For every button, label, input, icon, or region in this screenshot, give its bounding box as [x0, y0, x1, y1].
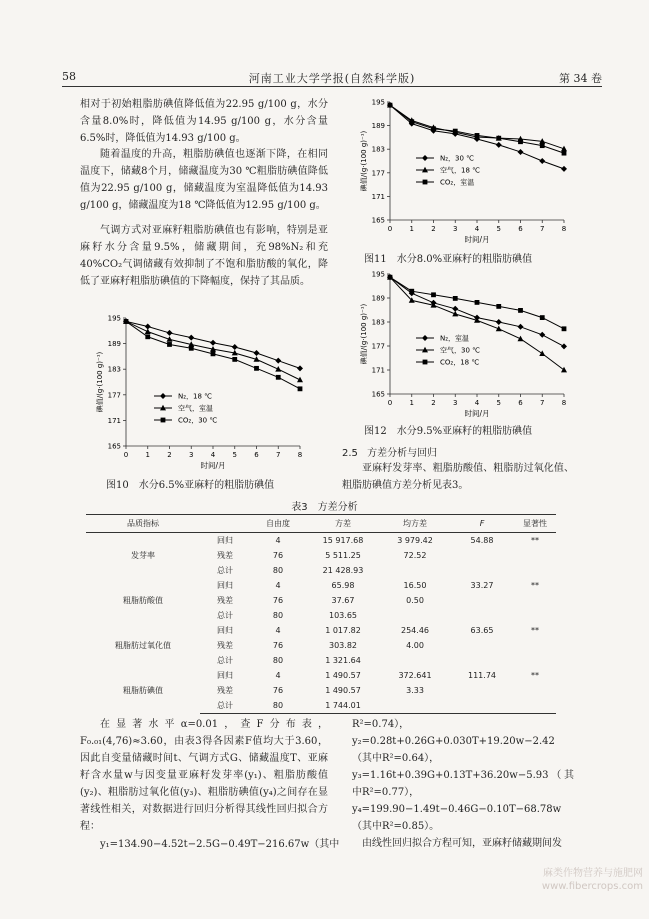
x-tick-label: 5 [496, 225, 501, 233]
table-header-cell: 自由度 [250, 515, 306, 533]
x-tick-label: 6 [518, 399, 523, 407]
square-marker [423, 360, 428, 365]
table-cell [514, 563, 556, 578]
equation-y2: y₂=0.28t+0.26G+0.030T+19.20w−2.42（其中R²=0.64）， [352, 736, 555, 764]
square-marker [232, 357, 237, 362]
table-cell: 1 321.64 [325, 656, 361, 665]
square-marker [211, 351, 216, 356]
table-cell: 103.65 [329, 611, 357, 620]
table-cell [450, 593, 514, 608]
table-cell: 总计 [217, 611, 233, 620]
table-cell [450, 683, 514, 698]
x-tick-label: 4 [474, 225, 480, 233]
legend-label: 空气，室温 [178, 404, 213, 413]
table-header-cell: 方差 [306, 515, 380, 533]
square-marker [388, 275, 393, 280]
table-row [86, 668, 556, 683]
table-cell: 残差 [217, 596, 233, 605]
triangle-marker [518, 336, 524, 342]
table-cell: 残差 [217, 551, 233, 560]
legend-label: CO₂，室温 [440, 178, 475, 187]
x-tick-label: 8 [561, 399, 567, 407]
table-cell: 63.65 [470, 626, 494, 635]
table-cell [514, 593, 556, 608]
section-title: 方差分析与回归 [367, 448, 438, 459]
diamond-marker [422, 155, 428, 161]
running-header [62, 68, 602, 87]
table-cell: 254.46 [401, 626, 429, 635]
table-cell: 80 [272, 566, 284, 575]
x-tick-label: 3 [189, 451, 194, 459]
y-tick-label: 195 [371, 98, 385, 107]
y-tick-label: 171 [371, 192, 385, 201]
table-cell [450, 653, 514, 668]
table-header-cell: F [450, 515, 514, 533]
table-cell [450, 548, 514, 563]
x-tick-label: 4 [210, 451, 216, 459]
y-tick-label: 171 [107, 416, 121, 425]
table-cell: 回归 [217, 671, 233, 680]
legend-label: N₂，30 ℃ [440, 154, 475, 163]
legend-label: N₂，18 ℃ [178, 392, 213, 401]
square-marker [540, 315, 545, 320]
y-tick-label: 165 [371, 216, 385, 225]
y-tick-label: 177 [371, 169, 385, 178]
y-tick-label: 183 [107, 365, 121, 374]
x-tick-label: 1 [145, 451, 150, 459]
x-axis-label: 时间/月 [200, 461, 226, 470]
table-cell: 80 [250, 698, 306, 714]
table-cell: 76 [272, 686, 284, 695]
y-tick-label: 183 [371, 318, 385, 327]
y-axis-label: 碘值/(g·(100 g)⁻¹) [360, 303, 368, 365]
x-tick-label: 0 [387, 399, 393, 407]
watermark [542, 867, 643, 893]
section-number: 2.5 [342, 448, 358, 459]
table-group-label: 粗脂肪过氧化值 [115, 641, 171, 650]
diamond-marker [561, 166, 567, 172]
y-tick-label: 195 [107, 314, 121, 323]
square-marker [409, 119, 414, 124]
figure-10-chart [92, 312, 312, 476]
equation-y1: y₁=134.90−4.52t−2.5G−0.49T−216.67w（其中 [100, 839, 340, 850]
diamond-marker [254, 350, 260, 356]
y-tick-label: 165 [371, 390, 385, 399]
table-cell: 4.00 [406, 641, 424, 650]
table-cell: 80 [272, 611, 284, 620]
square-marker [562, 326, 567, 331]
y-tick-label: 171 [371, 366, 385, 375]
table-header-cell: 均方差 [380, 515, 450, 533]
x-tick-label: 5 [232, 451, 237, 459]
diamond-marker [422, 335, 428, 341]
table-cell [380, 653, 450, 668]
table-cell [380, 563, 450, 578]
table-cell: 15 917.68 [322, 536, 364, 545]
legend-label: CO₂，18 ℃ [440, 358, 480, 367]
paragraph-temperature: 随着温度的升高，粗脂肪碘值也逐渐下降，在相同温度下，储藏8个月，储藏温度为30 ℃粗脂肪碘值降低值为22.95 g/100 g，储藏温度为室温降低值为14.93 g/100 g，储藏温度为18 ℃降低值为12.95 g/100 g。 [80, 149, 328, 211]
table-cell [450, 698, 514, 714]
volume-label: 第 34 卷 [559, 72, 602, 85]
table-cell: 54.88 [470, 536, 494, 545]
table-cell: 4 [275, 581, 281, 590]
y-tick-label: 177 [107, 391, 121, 400]
diamond-marker [496, 142, 502, 148]
x-tick-label: 8 [297, 451, 303, 459]
table-cell: 回归 [217, 626, 233, 635]
x-tick-label: 6 [254, 451, 259, 459]
x-tick-label: 1 [409, 399, 414, 407]
x-tick-label: 7 [540, 225, 545, 233]
diamond-marker [539, 158, 545, 164]
x-tick-label: 5 [496, 399, 501, 407]
table-row [86, 623, 556, 638]
table-cell: ** [531, 536, 539, 545]
legend-label: 空气，18 ℃ [440, 166, 480, 175]
table-cell: 回归 [217, 536, 233, 545]
diamond-marker [160, 393, 166, 399]
table-group-label: 发芽率 [131, 551, 155, 560]
table-cell: 残差 [217, 641, 233, 650]
table-cell: ** [531, 626, 539, 635]
table-cell: 80 [272, 656, 284, 665]
table-header-row [86, 515, 556, 533]
y-tick-label: 189 [371, 294, 385, 303]
x-tick-label: 7 [276, 451, 281, 459]
table-cell: 76 [272, 641, 284, 650]
table-cell [380, 608, 450, 623]
square-marker [423, 180, 428, 185]
table-cell: 37.67 [331, 596, 355, 605]
table-cell [514, 548, 556, 563]
series-line [390, 277, 564, 346]
table-cell: 总计 [217, 656, 233, 665]
y-axis-label: 碘值/(g·(100 g)⁻¹) [96, 351, 104, 413]
table-header-cell: 显著性 [514, 515, 556, 533]
y-tick-label: 165 [107, 442, 121, 451]
journal-title: 河南工业大学学报(自然科学版) [248, 72, 416, 85]
table-cell: 1 017.82 [325, 626, 361, 635]
table-cell: 303.82 [329, 641, 357, 650]
x-tick-label: 2 [431, 225, 436, 233]
square-marker [431, 126, 436, 131]
table-cell [514, 653, 556, 668]
y-axis-label: 碘值/(g·(100 g)⁻¹) [360, 130, 368, 192]
square-marker [562, 151, 567, 156]
x-tick-label: 3 [453, 225, 458, 233]
equation-y3: y₃=1.16t+0.39G+0.13T+36.20w−5.93（其中R²=0.77）， [352, 770, 574, 798]
table-cell: 3.33 [406, 686, 424, 695]
regression-equations [342, 716, 574, 852]
table-cell: ** [531, 581, 539, 590]
conclusion-text: 由线性回归拟合方程可知，亚麻籽储藏期间发 [362, 838, 562, 849]
y-tick-label: 189 [107, 340, 121, 349]
square-marker [298, 386, 303, 391]
y-tick-label: 177 [371, 342, 385, 351]
watermark-title: 麻类作物营养与施肥网 [543, 868, 643, 879]
table-cell: 4 [275, 536, 281, 545]
diamond-marker [275, 358, 281, 364]
triangle-marker [297, 377, 303, 383]
square-marker [496, 136, 501, 141]
table-cell: 21 428.93 [322, 566, 364, 575]
table-cell: 回归 [217, 581, 233, 590]
figure-12-chart [356, 268, 576, 424]
diamond-marker [232, 344, 238, 350]
y-tick-label: 189 [371, 122, 385, 131]
table-cell: 111.74 [468, 671, 496, 680]
table-group-label: 粗脂肪酸值 [123, 596, 163, 605]
square-marker [254, 366, 259, 371]
table-title: 表3 方差分析 [291, 502, 358, 513]
x-tick-label: 2 [167, 451, 172, 459]
diamond-marker [496, 319, 502, 325]
table-cell [514, 698, 556, 714]
x-tick-label: 6 [518, 225, 523, 233]
legend-label: CO₂，30 ℃ [178, 416, 218, 425]
square-marker [145, 334, 150, 339]
table-cell [514, 683, 556, 698]
table-cell [450, 638, 514, 653]
diamond-marker [518, 149, 524, 155]
square-marker [475, 300, 480, 305]
table-cell: 72.52 [403, 551, 427, 560]
square-marker [475, 133, 480, 138]
square-marker [540, 143, 545, 148]
x-tick-label: 7 [540, 399, 545, 407]
anova-table [86, 514, 556, 714]
triangle-marker [539, 350, 545, 356]
paragraph-atmosphere: 气调方式对亚麻籽粗脂肪碘值也有影响，特别是亚麻籽水分含量9.5%，储藏期间，充98%N₂和充40%CO₂气调储藏有效抑制了不饱和脂肪酸的氧化，降低了亚麻籽粗脂肪碘值的下降幅度，保持了其品质。 [80, 225, 328, 287]
table-cell: 总计 [200, 698, 250, 714]
square-marker [431, 292, 436, 297]
table-cell: 1 490.57 [325, 686, 361, 695]
x-tick-label: 2 [431, 399, 436, 407]
table-cell [450, 608, 514, 623]
table-cell: ** [531, 671, 539, 680]
section-heading [342, 444, 437, 459]
table-cell: 3 979.42 [397, 536, 433, 545]
square-marker [388, 103, 393, 108]
x-tick-label: 4 [474, 399, 480, 407]
y-tick-label: 183 [371, 145, 385, 154]
table-cell: 4 [275, 626, 281, 635]
table-cell [514, 638, 556, 653]
section-paragraph: 亚麻籽发芽率、粗脂肪酸值、粗脂肪过氧化值、粗脂肪碘值方差分析见表3。 [342, 463, 574, 491]
table-cell: 372.641 [398, 671, 432, 680]
equation-line: R²=0.74）， [352, 719, 410, 730]
table-cell: 76 [272, 551, 284, 560]
square-marker [276, 375, 281, 380]
legend-label: N₂，室温 [440, 334, 470, 343]
x-axis-label: 时间/月 [464, 409, 490, 418]
table-cell: 总计 [217, 566, 233, 575]
square-marker [409, 289, 414, 294]
table-cell: 33.27 [470, 581, 494, 590]
table-cell: 4 [275, 671, 281, 680]
diamond-marker [518, 324, 524, 330]
x-tick-label: 1 [409, 225, 414, 233]
square-marker [518, 139, 523, 144]
paragraph-regression: 在显著水平α=0.01，查F分布表，F₀.₀₁(4,76)≈3.60，由表3得各因素F值均大于3.60，因此自变量储藏时间t、气调方式G、储藏温度T、亚麻籽含水量w与因变量亚麻籽发芽率(y₁)、粗脂肪酸值(y₂)、粗脂肪过氧化值(y₃)、粗脂肪碘值(y₄)之间存在显著线性相关，对数据进行回归分析得其线性回归拟合方程： [80, 719, 328, 832]
series-line [390, 105, 564, 149]
x-tick-label: 3 [453, 399, 458, 407]
square-marker [453, 129, 458, 134]
equation-y4: y₄=199.90−1.49t−0.46G−0.10T−68.78w（其中R²=0.85）。 [352, 804, 562, 832]
table-cell: 5 511.25 [325, 551, 361, 560]
table-header-cell: 品质指标 [86, 515, 200, 533]
figure-11-chart [356, 96, 576, 250]
x-tick-label: 0 [387, 225, 393, 233]
triangle-marker [145, 328, 151, 334]
diamond-marker [167, 330, 173, 336]
square-marker [518, 308, 523, 313]
diamond-marker [561, 343, 567, 349]
legend-label: 空气，30 ℃ [440, 346, 480, 355]
x-tick-label: 0 [123, 451, 129, 459]
table-cell: 0.50 [406, 596, 424, 605]
square-marker [124, 319, 129, 324]
table-row [86, 533, 556, 549]
diamond-marker [210, 340, 216, 346]
square-marker [161, 418, 166, 423]
square-marker [453, 296, 458, 301]
square-marker [167, 342, 172, 347]
table-cell: 1 744.01 [306, 698, 380, 714]
table-cell: 76 [272, 596, 284, 605]
triangle-marker [561, 367, 567, 373]
page-number: 58 [62, 70, 76, 83]
table-cell: 16.50 [403, 581, 427, 590]
y-tick-label: 195 [371, 270, 385, 279]
figure-11-caption: 图11 水分8.0%亚麻籽的粗脂肪碘值 [364, 254, 533, 265]
x-axis-label: 时间/月 [464, 235, 490, 244]
table-cell: 65.98 [331, 581, 355, 590]
square-marker [189, 346, 194, 351]
x-tick-label: 8 [561, 225, 567, 233]
table-header-cell [200, 515, 250, 533]
table-cell [380, 698, 450, 714]
watermark-url: www.fibercrops.com [541, 881, 643, 892]
table-cell: 残差 [217, 686, 233, 695]
table-group-label: 粗脂肪碘值 [123, 686, 163, 696]
figure-12-caption: 图12 水分9.5%亚麻籽的粗脂肪碘值 [364, 426, 533, 437]
table-cell [514, 608, 556, 623]
figure-10-caption: 图10 水分6.5%亚麻籽的粗脂肪碘值 [106, 480, 275, 491]
paragraph-continued: 相对于初始粗脂肪碘值降低值为22.95 g/100 g，水分含量8.0%时，降低值为14.95 g/100 g，水分含量6.5%时，降低值为14.93 g/100 g。 [80, 99, 328, 144]
series-line [390, 277, 564, 370]
table-cell [450, 563, 514, 578]
diamond-marker [297, 365, 303, 371]
square-marker [496, 304, 501, 309]
diamond-marker [188, 335, 194, 341]
diamond-marker [539, 332, 545, 338]
table-row [86, 578, 556, 593]
table-cell: 1 490.57 [325, 671, 361, 680]
series-line [390, 105, 564, 153]
